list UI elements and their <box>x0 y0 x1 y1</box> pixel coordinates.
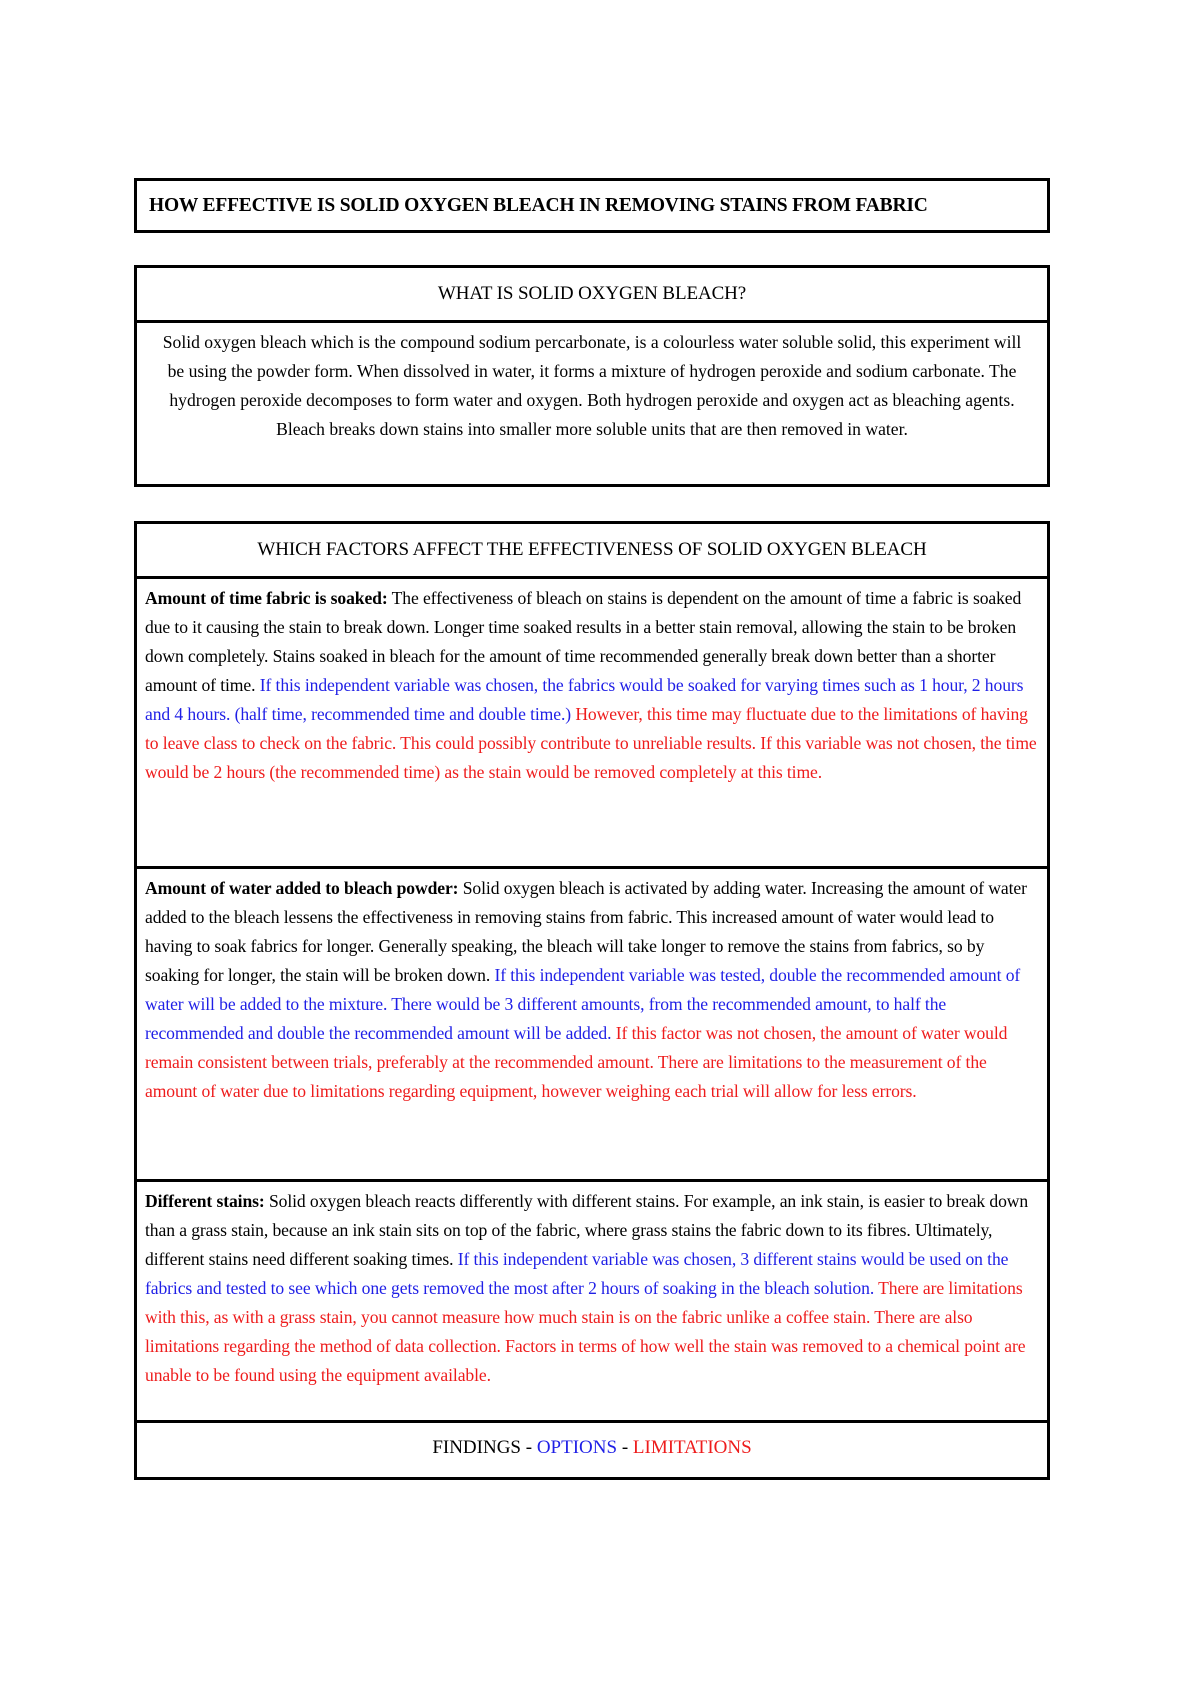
factor-findings: Solid oxygen bleach reacts differently with different stains. For example, an ink stain, is easier to break down than a grass stain, because an ink stain sits on top of the fabric, where grass stains the fabric down to its fibres. Ultimately, different stains need different soaking times. <box>145 1191 1029 1269</box>
what-is-body: Solid oxygen bleach which is the compound sodium percarbonate, is a colourless water soluble solid, this experiment will be using the powder form. When dissolved in water, it forms a mixture of hydrogen peroxide and sodium carbonate. The hydrogen peroxide decomposes to form water and oxygen. Both hydrogen peroxide and oxygen act as bleaching agents. Bleach breaks down stains into smaller more soluble units that are then removed in water. <box>162 332 1022 439</box>
legend-limitations: LIMITATIONS <box>632 1437 752 1458</box>
legend-findings: FINDINGS <box>432 1437 521 1458</box>
factor-limitations: If this factor was not chosen, the amount of water would remain consistent between trials, preferably at the recommended amount. There are limitations to the measurement of the amount of water due to limitations regarding equipment, however weighing each trial will allow for less errors. <box>145 1023 1008 1101</box>
factor-label: Different stains: <box>145 1191 265 1211</box>
legend-options: OPTIONS <box>536 1437 618 1458</box>
factor-options: If this independent variable was chosen, the fabrics would be soaked for varying times such as 1 hour, 2 hours and 4 hours. (half time, recommended time and double time.) <box>145 675 1024 724</box>
factor-label: Amount of water added to bleach powder: <box>145 878 459 898</box>
factors-heading: WHICH FACTORS AFFECT THE EFFECTIVENESS OF SOLID OXYGEN BLEACH <box>137 524 1047 579</box>
factor-options: If this independent variable was tested, double the recommended amount of water will be added to the mixture. There would be 3 different amounts, from the recommended amount, to half the recommended and double the recommended amount will be added. <box>145 965 1021 1043</box>
factor-water-amount <box>137 869 1047 1182</box>
factor-findings: Solid oxygen bleach is activated by adding water. Increasing the amount of water added to the bleach lessens the effectiveness in removing stains from fabric. This increased amount of water would lead to having to soak fabrics for longer. Generally speaking, the bleach will take longer to remove the stains from fabrics, so by soaking for longer, the stain will be broken down. <box>145 878 1027 985</box>
factor-limitations: There are limitations with this, as with a grass stain, you cannot measure how much stain is on the fabric unlike a coffee stain. There are also limitations regarding the method of data collection. Factors in terms of how well the stain was removed to a chemical point are unable to be found using the equipment available. <box>145 1278 1026 1385</box>
legend-separator: - <box>617 1437 633 1458</box>
title-box <box>134 178 1050 233</box>
factors-section <box>134 521 1050 1480</box>
what-is-heading: WHAT IS SOLID OXYGEN BLEACH? <box>137 268 1047 323</box>
factor-options: If this independent variable was chosen, 3 different stains would be used on the fabrics and tested to see which one gets removed the most after 2 hours of soaking in the bleach solution. <box>145 1249 1009 1298</box>
factor-label: Amount of time fabric is soaked: <box>145 588 388 608</box>
factor-limitations: However, this time may fluctuate due to the limitations of having to leave class to check on the fabric. This could possibly contribute to unreliable results. If this variable was not chosen, the time would be 2 hours (the recommended time) as the stain would be removed completely at this time. <box>145 704 1037 782</box>
color-legend <box>137 1423 1047 1475</box>
legend-separator: - <box>521 1437 537 1458</box>
factor-different-stains <box>137 1182 1047 1423</box>
factor-time-soaked <box>137 579 1047 869</box>
page-title: HOW EFFECTIVE IS SOLID OXYGEN BLEACH IN REMOVING STAINS FROM FABRIC <box>149 195 928 216</box>
factor-findings: The effectiveness of bleach on stains is dependent on the amount of time a fabric is soaked due to it causing the stain to break down. Longer time soaked results in a better stain removal, allowing the stain to be broken down completely. Stains soaked in bleach for the amount of time recommended generally break down better than a shorter amount of time. <box>145 588 1022 695</box>
what-is-section <box>134 265 1050 487</box>
